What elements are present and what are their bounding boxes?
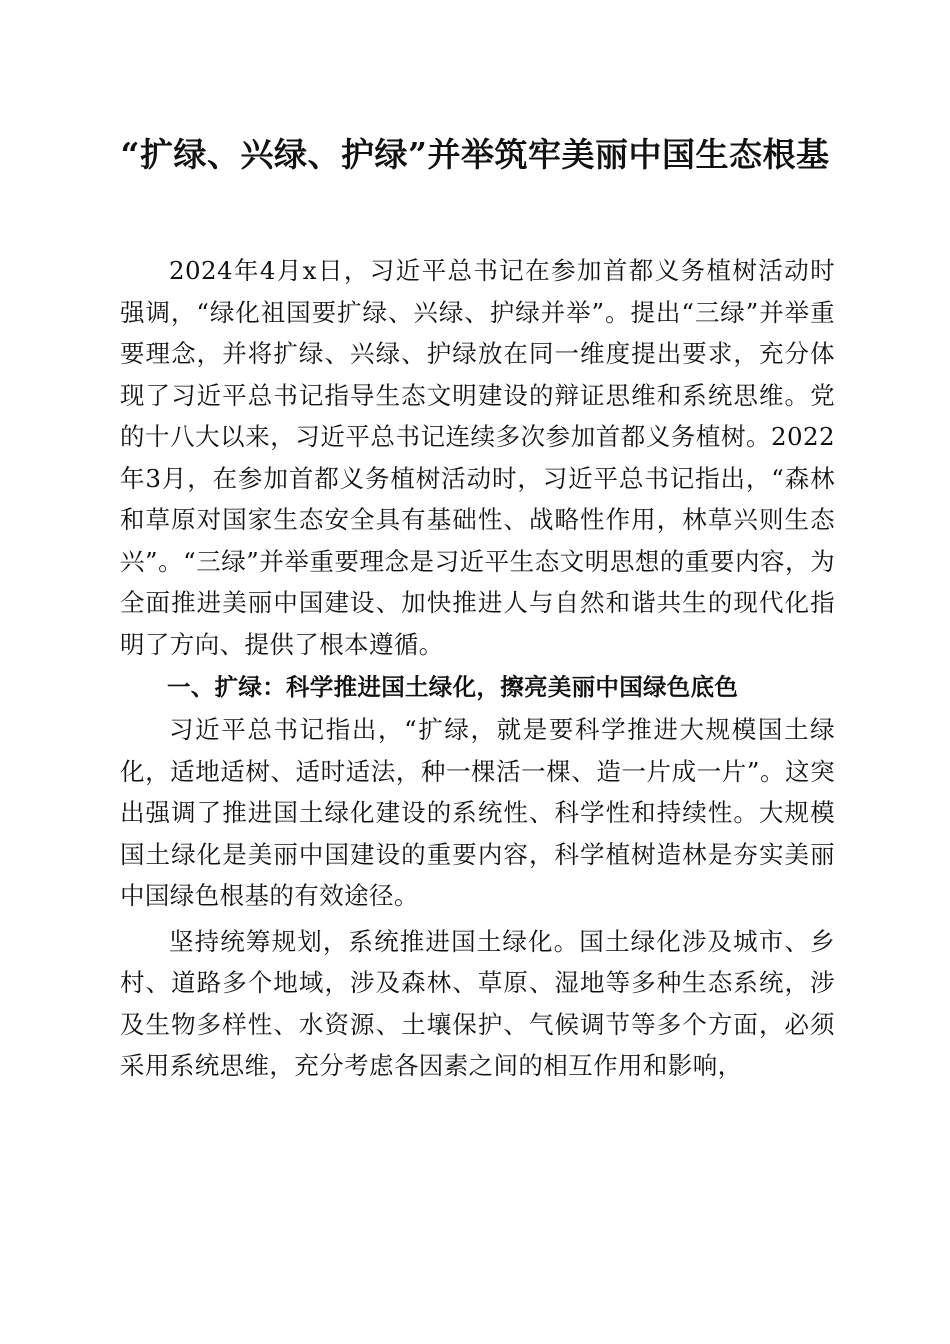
intro-paragraph: 2024年4月x日，习近平总书记在参加首都义务植树活动时强调，“绿化祖国要扩绿、兴绿、护绿并举”。提出“三绿”并举重要理念，并将扩绿、兴绿、护绿放在同一维度提出要求，充分体现了习近平总书记指导生态文明建设的辩证思维和系统思维。党的十八大以来，习近平总书记连续多次参加首都义务植树。2022年3月，在参加首都义务植树活动时，习近平总书记指出，“森林和草原对国家生态安全具有基础性、战略性作用，林草兴则生态兴”。“三绿”并举重要理念是习近平生态文明思想的重要内容，为全面推进美丽中国建设、加快推进人与自然和谐共生的现代化指明了方向、提供了根本遵循。 [120,256,835,659]
section-heading-1: 一、扩绿：科学推进国土绿化，擦亮美丽中国绿色底色 [167,673,739,701]
document-title: “扩绿、兴绿、护绿”并举筑牢美丽中国生态根基 [120,135,830,174]
section-1-paragraph-2: 坚持统筹规划，系统推进国土绿化。国土绿化涉及城市、乡村、道路多个地域，涉及森林、草原、湿地等多种生态系统，涉及生物多样性、水资源、土壤保护、气候调节等多个方面，必须采用系统思维，充分考虑各因素之间的相互作用和影响， [120,926,835,1080]
section-1-paragraph-1: 习近平总书记指出，“扩绿，就是要科学推进大规模国土绿化，适地适树、适时适法，种一棵活一棵、造一片成一片”。这突出强调了推进国土绿化建设的系统性、科学性和持续性。大规模国土绿化是美丽中国建设的重要内容，科学植树造林是夯实美丽中国绿色根基的有效途径。 [120,715,835,910]
document-body [120,250,835,1087]
